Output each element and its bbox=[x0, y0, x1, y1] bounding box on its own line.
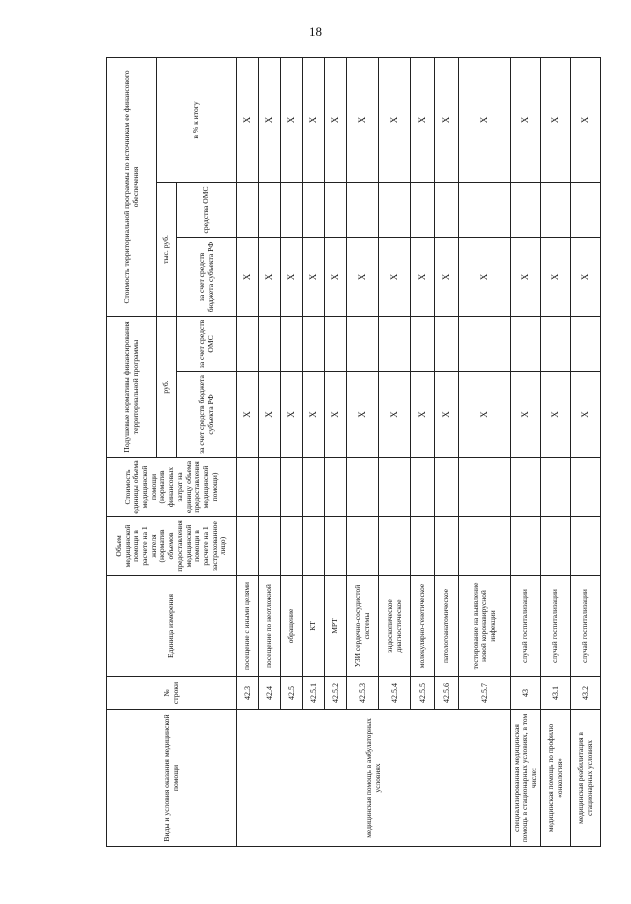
row-type: медицинская реабилитация в стационарных условиях bbox=[571, 710, 601, 847]
row-number: 43 bbox=[511, 677, 541, 710]
row-cost-budget: Х bbox=[511, 237, 541, 316]
row-percent: Х bbox=[281, 57, 303, 182]
row-unit: эндоскопическое диагностическое bbox=[379, 576, 411, 677]
row-unit: КТ bbox=[303, 576, 325, 677]
header-row-number: № строки bbox=[107, 677, 237, 710]
row-cost-budget: Х bbox=[325, 237, 347, 316]
row-number: 42.5.2 bbox=[325, 677, 347, 710]
row-number: 42.5.6 bbox=[435, 677, 459, 710]
row-norms-budget: Х bbox=[511, 372, 541, 458]
row-unit: патологоанатомическое bbox=[435, 576, 459, 677]
row-unit: УЗИ сердечно-сосудистой системы bbox=[347, 576, 379, 677]
row-number: 42.5.5 bbox=[411, 677, 435, 710]
table-row bbox=[541, 57, 571, 846]
header-thous-rub: тыс. руб. bbox=[157, 182, 177, 316]
row-unit: случай госпитализации bbox=[541, 576, 571, 677]
table-row bbox=[571, 57, 601, 846]
row-unit: МРТ bbox=[325, 576, 347, 677]
row-cost-budget: Х bbox=[541, 237, 571, 316]
row-cost-budget: Х bbox=[379, 237, 411, 316]
header-cost-oms: средства ОМС bbox=[177, 182, 237, 237]
row-cost-budget: Х bbox=[281, 237, 303, 316]
row-number: 42.5.7 bbox=[459, 677, 511, 710]
page-number: 18 bbox=[309, 24, 322, 39]
row-norms-budget: Х bbox=[411, 372, 435, 458]
row-type: специализированная медицинская помощь в стационарных условиях, в том числе: bbox=[511, 710, 541, 847]
row-percent: Х bbox=[411, 57, 435, 182]
row-percent: Х bbox=[511, 57, 541, 182]
row-norms-budget: Х bbox=[303, 372, 325, 458]
row-percent: Х bbox=[435, 57, 459, 182]
row-unit: тестирование на выявление новой коронавирусной инфекции bbox=[459, 576, 511, 677]
row-number: 43.1 bbox=[541, 677, 571, 710]
row-percent: Х bbox=[303, 57, 325, 182]
row-norms-budget: Х bbox=[347, 372, 379, 458]
row-norms-budget: Х bbox=[259, 372, 281, 458]
row-cost-budget: Х bbox=[237, 237, 259, 316]
row-norms-budget: Х bbox=[237, 372, 259, 458]
row-number: 42.5 bbox=[281, 677, 303, 710]
row-norms-budget: Х bbox=[281, 372, 303, 458]
row-unit: молекулярно-генетическое bbox=[411, 576, 435, 677]
header-group-norms: Подушевые нормативы финансирования территориальной программы bbox=[107, 316, 157, 457]
table-row bbox=[237, 57, 259, 846]
header-volume: Объем медицинской помощи в расчете на 1 жителя (норматив объемов предоставления медицинской помощи в расчете на 1 застрахованное лицо) bbox=[107, 517, 237, 576]
row-norms-budget: Х bbox=[571, 372, 601, 458]
row-unit: случай госпитализации bbox=[511, 576, 541, 677]
header-unit: Единица измерения bbox=[107, 576, 237, 677]
row-norms-budget: Х bbox=[541, 372, 571, 458]
row-number: 42.5.1 bbox=[303, 677, 325, 710]
header-unit-cost: Стоимость единицы объема медицинской помощи (норматив финансовых затрат на единицу объема предоставления медицинской помощи) bbox=[107, 458, 237, 517]
row-percent: Х bbox=[347, 57, 379, 182]
row-cost-budget: Х bbox=[303, 237, 325, 316]
row-percent: Х bbox=[459, 57, 511, 182]
row-unit: посещение по неотложной bbox=[259, 576, 281, 677]
financing-table bbox=[106, 57, 601, 847]
row-norms-budget: Х bbox=[379, 372, 411, 458]
row-cost-budget: Х bbox=[571, 237, 601, 316]
table-row bbox=[511, 57, 541, 846]
row-percent: Х bbox=[541, 57, 571, 182]
header-percent: в % к итогу bbox=[157, 57, 237, 182]
row-cost-budget: Х bbox=[411, 237, 435, 316]
row-norms-budget: Х bbox=[459, 372, 511, 458]
row-number: 42.5.4 bbox=[379, 677, 411, 710]
row-percent: Х bbox=[379, 57, 411, 182]
row-number: 42.5.3 bbox=[347, 677, 379, 710]
header-rub: руб. bbox=[157, 316, 177, 457]
row-unit: посещение с иными целями bbox=[237, 576, 259, 677]
row-type: медицинская помощь по профилю «онкология» bbox=[541, 710, 571, 847]
row-cost-budget: Х bbox=[459, 237, 511, 316]
row-unit: случай госпитализации bbox=[571, 576, 601, 677]
row-percent: Х bbox=[571, 57, 601, 182]
group-label-ambulatory: медицинская помощь в амбулаторных условиях bbox=[237, 710, 511, 847]
row-percent: Х bbox=[237, 57, 259, 182]
row-cost-budget: Х bbox=[347, 237, 379, 316]
row-cost-budget: Х bbox=[259, 237, 281, 316]
header-group-cost: Стоимость территориальной программы по источникам ее финансового обеспечения bbox=[107, 57, 157, 316]
row-number: 43.2 bbox=[571, 677, 601, 710]
row-number: 42.3 bbox=[237, 677, 259, 710]
row-percent: Х bbox=[259, 57, 281, 182]
row-unit: обращение bbox=[281, 576, 303, 677]
header-norms-budget: за счет средств бюджета субъекта РФ bbox=[177, 372, 237, 458]
row-norms-budget: Х bbox=[325, 372, 347, 458]
header-type: Виды и условия оказания медицинской помощи bbox=[107, 710, 237, 847]
header-norms-oms: за счет средств ОМС bbox=[177, 316, 237, 371]
header-cost-budget: за счет средств бюджета субъекта РФ bbox=[177, 237, 237, 316]
row-percent: Х bbox=[325, 57, 347, 182]
row-cost-budget: Х bbox=[435, 237, 459, 316]
rotated-table-container bbox=[106, 58, 599, 847]
row-number: 42.4 bbox=[259, 677, 281, 710]
row-norms-budget: Х bbox=[435, 372, 459, 458]
